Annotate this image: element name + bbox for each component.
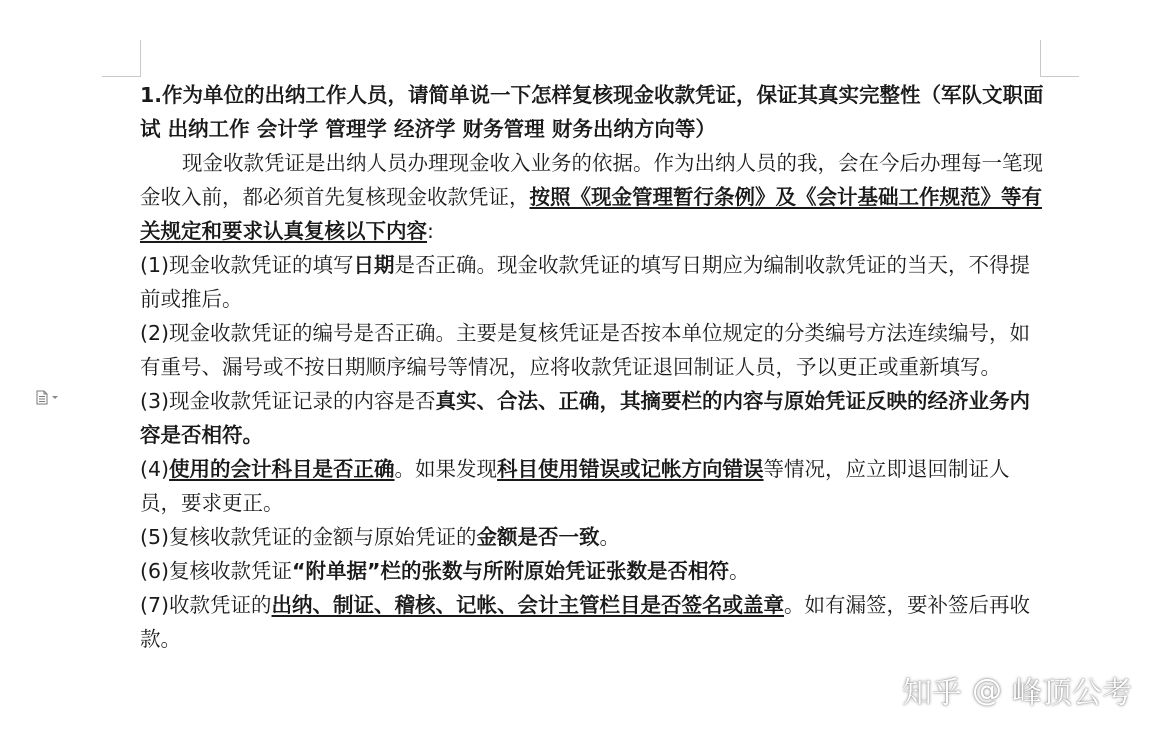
watermark	[902, 668, 1132, 712]
watermark-author: 峰顶公考	[1012, 676, 1132, 711]
item-5	[140, 520, 1045, 554]
item-4-emphasis-1: 使用的会计科目是否正确	[169, 457, 395, 481]
item-7-text: (7)收款凭证的	[140, 593, 272, 617]
item-7-emphasis: 出纳、制证、稽核、记帐、会计主管栏目是否签名或盖章	[271, 593, 785, 617]
item-2: (2)现金收款凭证的编号是否正确。主要是复核凭证是否按本单位规定的分类编号方法连续编号，如有重号、漏号或不按日期顺序编号等情况，应将收款凭证退回制证人员，予以更正或重新填写。	[140, 321, 1031, 379]
item-6-rest: 。	[729, 559, 750, 583]
item-7-rest: 。如有漏签，要补签后再收款。	[140, 593, 1031, 651]
intro-paragraph	[140, 146, 1045, 248]
item-6	[140, 554, 1045, 588]
item-5-rest: 。	[599, 525, 621, 549]
item-1-text: (1)现金收款凭证的填写	[140, 253, 354, 277]
item-3	[140, 384, 1045, 452]
intro-tail: :	[427, 219, 434, 243]
item-3-text: (3)现金收款凭证记录的内容是否	[140, 389, 436, 413]
document-body	[140, 78, 1045, 656]
paste-options-button[interactable]	[36, 388, 72, 406]
chevron-down-icon	[52, 396, 58, 399]
item-4-text: 。如果发现	[394, 457, 498, 481]
item-5-text: (5)复核收款凭证的金额与原始凭证的	[140, 525, 477, 549]
item-5-bold: 金额是否一致	[476, 525, 600, 549]
item-4-rest: 等情况，应立即退回制证人员，要求更正。	[140, 457, 1010, 515]
watermark-site: 知乎	[902, 676, 962, 711]
question-title: 1.作为单位的出纳工作人员，请简单说一下怎样复核现金收款凭证，保证其真实完整性（军队文职面试 出纳工作 会计学 管理学 经济学 财务管理 财务出纳方向等）	[140, 83, 1044, 141]
crop-mark-top-left	[102, 40, 141, 77]
item-4	[140, 452, 1045, 520]
item-1-rest: 是否正确。现金收款凭证的填写日期应为编制收款凭证的当天，不得提前或推后。	[140, 253, 1031, 311]
watermark-at: @	[972, 672, 1002, 708]
item-4-emphasis-2: 科目使用错误或记帐方向错误	[497, 457, 764, 481]
crop-mark-top-right	[1040, 40, 1079, 77]
intro-emphasis: 按照《现金管理暂行条例》及《会计基础工作规范》等有关规定和要求认真复核以下内容	[140, 185, 1042, 243]
item-6-bold: “附单据”栏的张数与所附原始凭证张数是否相符	[292, 559, 729, 583]
intro-text: 现金收款凭证是出纳人员办理现金收入业务的依据。作为出纳人员的我，会在今后办理每一笔现金收入前，都必须首先复核现金收款凭证，	[140, 151, 1043, 209]
item-4-number: (4)	[140, 457, 170, 481]
item-1	[140, 248, 1045, 316]
item-1-bold: 日期	[353, 253, 395, 277]
paste-options-icon	[36, 390, 48, 405]
item-7	[140, 588, 1045, 656]
item-3-bold: 真实、合法、正确，其摘要栏的内容与原始凭证反映的经济业务内容是否相符。	[140, 389, 1031, 447]
item-6-text: (6)复核收款凭证	[140, 559, 293, 583]
